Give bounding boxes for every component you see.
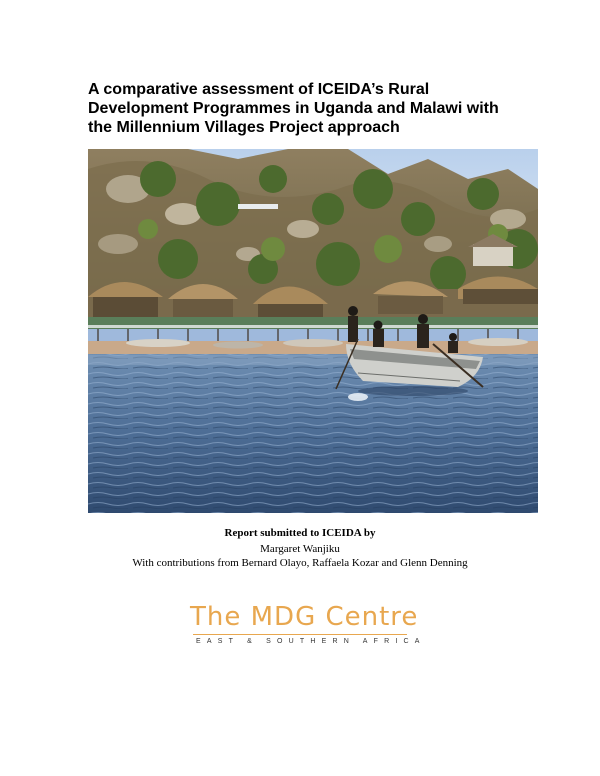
cover-photo-lakeside-village	[88, 149, 538, 513]
submitted-to-line: Report submitted to ICEIDA by	[224, 527, 376, 539]
report-title-line-1: A comparative assessment of ICEIDA’s Rural	[88, 81, 430, 98]
author-name: Margaret Wanjiku	[260, 543, 340, 555]
report-title-line-2: Development Programmes in Uganda and Malawi with	[88, 100, 499, 117]
contributors-line: With contributions from Bernard Olayo, Raffaela Kozar and Glenn Denning	[132, 557, 468, 569]
logo-name: The MDG Centre	[190, 602, 419, 632]
mdg-centre-logo	[190, 602, 426, 645]
report-title-line-3: the Millennium Villages Project approach	[88, 119, 400, 136]
logo-subtitle: EAST & SOUTHERN AFRICA	[196, 638, 426, 645]
report-title	[88, 80, 558, 137]
logo-divider	[193, 634, 407, 635]
